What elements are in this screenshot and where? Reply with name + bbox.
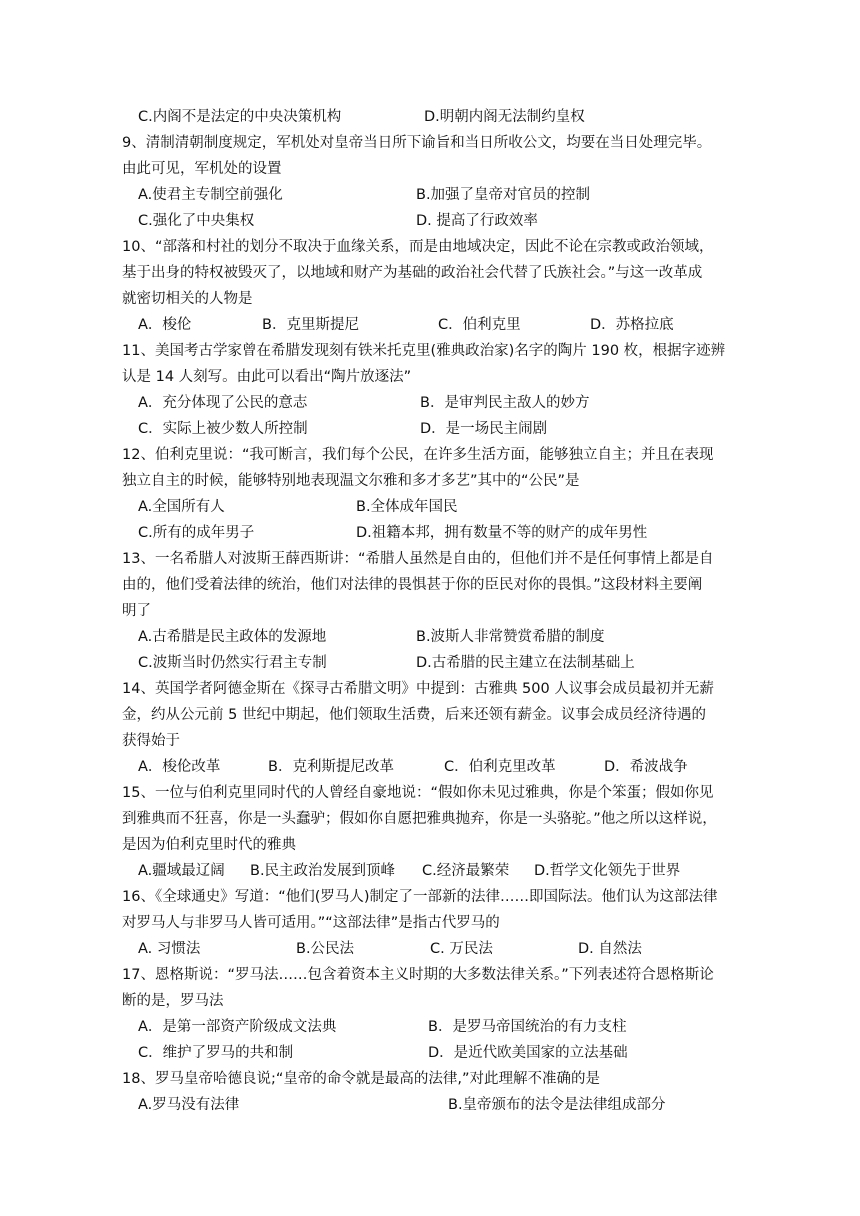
q11-option-a: A．充分体现了公民的意志 — [138, 395, 308, 411]
q17-option-c: C．维护了罗马的共和制 — [138, 1045, 294, 1061]
q16-stem-line1 — [0, 884, 860, 910]
q15-stem-text-3: 是因为伯利克里时代的雅典 — [122, 837, 296, 853]
q9-options-ab — [0, 182, 860, 208]
q14-options — [0, 754, 860, 780]
q9-option-b: B.加强了皇帝对官员的控制 — [416, 187, 591, 203]
q17-stem-text-2: 断的是，罗马法 — [122, 993, 224, 1009]
q18-stem-text-1: 18、罗马皇帝哈德良说;“皇帝的命令就是最高的法律,”对此理解不准确的是 — [122, 1071, 600, 1087]
q10-stem-line1 — [0, 234, 860, 260]
q15-option-c: C.经济最繁荣 — [422, 863, 510, 879]
q14-stem-text-3: 获得始于 — [122, 733, 180, 749]
q13-option-b: B.波斯人非常赞赏希腊的制度 — [416, 629, 605, 645]
q15-stem-text-1: 15、一位与伯利克里同时代的人曾经自豪地说：“假如你未见过雅典，你是个笨蛋；假如你见 — [122, 785, 714, 801]
q11-options-cd — [0, 416, 860, 442]
q8-option-d: D.明朝内阁无法制约皇权 — [424, 109, 585, 125]
q17-stem-line1 — [0, 962, 860, 988]
q17-option-b: B．是罗马帝国统治的有力支柱 — [428, 1019, 627, 1035]
q12-options-ab — [0, 494, 860, 520]
q14-option-a: A．梭伦改革 — [138, 759, 221, 775]
q10-stem-text-1: 10、“部落和村社的划分不取决于血缘关系，而是由地域决定，因此不论在宗教或政治领域， — [122, 239, 714, 255]
q14-stem-line2 — [0, 702, 860, 728]
q9-option-d: D. 提高了行政效率 — [416, 213, 538, 229]
q11-stem-line2 — [0, 364, 860, 390]
q11-option-c: C．实际上被少数人所控制 — [138, 421, 308, 437]
q15-stem-line2 — [0, 806, 860, 832]
q10-stem-line2 — [0, 260, 860, 286]
q13-option-c: C.波斯当时仍然实行君主专制 — [138, 655, 327, 671]
q14-option-b: B．克利斯提尼改革 — [268, 759, 394, 775]
q9-option-c: C.强化了中央集权 — [138, 213, 255, 229]
q14-stem-text-2: 金，约从公元前 5 世纪中期起，他们领取生活费，后来还领有薪金。议事会成员经济待遇的 — [122, 707, 706, 723]
q15-stem-line1 — [0, 780, 860, 806]
q9-options-cd — [0, 208, 860, 234]
q17-options-cd — [0, 1040, 860, 1066]
q12-option-a: A.全国所有人 — [138, 499, 225, 515]
q17-option-a: A．是第一部资产阶级成文法典 — [138, 1019, 337, 1035]
q12-option-c: C.所有的成年男子 — [138, 525, 255, 541]
q13-option-a: A.古希腊是民主政体的发源地 — [138, 629, 327, 645]
q11-option-d: D．是一场民主闹剧 — [420, 421, 548, 437]
q15-option-a: A.疆域最辽阔 — [138, 863, 225, 879]
q11-stem-line1 — [0, 338, 860, 364]
q10-option-d: D．苏格拉底 — [590, 317, 674, 333]
q13-stem-line1 — [0, 546, 860, 572]
q18-stem-line1 — [0, 1066, 860, 1092]
q17-options-ab — [0, 1014, 860, 1040]
q16-stem-line2 — [0, 910, 860, 936]
q11-options-ab — [0, 390, 860, 416]
q10-option-a: A．梭伦 — [138, 317, 192, 333]
q13-options-cd — [0, 650, 860, 676]
q14-stem-line3 — [0, 728, 860, 754]
q13-option-d: D.古希腊的民主建立在法制基础上 — [416, 655, 635, 671]
q17-stem-line2 — [0, 988, 860, 1014]
q12-stem-text-2: 独立自主的时候，能够特别地表现温文尔雅和多才多艺”其中的“公民”是 — [122, 473, 580, 489]
q15-stem-line3 — [0, 832, 860, 858]
q10-option-b: B．克里斯提尼 — [262, 317, 359, 333]
q12-stem-line2 — [0, 468, 860, 494]
q18-option-a: A.罗马没有法律 — [138, 1097, 240, 1113]
q11-stem-text-2: 认是 14 人刻写。由此可以看出“陶片放逐法” — [122, 369, 412, 385]
q10-stem-text-2: 基于出身的特权被毁灭了，以地域和财产为基础的政治社会代替了氏族社会。”与这一改革成 — [122, 265, 703, 281]
q18-option-b: B.皇帝颁布的法令是法律组成部分 — [448, 1097, 666, 1113]
q8-option-c: C.内阁不是法定的中央决策机构 — [138, 109, 342, 125]
q12-stem-text-1: 12、伯利克里说：“我可断言，我们每个公民，在许多生活方面，能够独立自主；并且在表现 — [122, 447, 714, 463]
q9-stem-line2 — [0, 156, 860, 182]
q17-option-d: D．是近代欧美国家的立法基础 — [428, 1045, 628, 1061]
q14-option-d: D．希波战争 — [604, 759, 688, 775]
q10-option-c: C．伯利克里 — [438, 317, 521, 333]
q14-stem-text-1: 14、英国学者阿德金斯在《探寻古希腊文明》中提到：古雅典 500 人议事会成员最初并无薪 — [122, 681, 714, 697]
q16-option-d: D. 自然法 — [578, 941, 642, 957]
q12-option-d: D.祖籍本邦，拥有数量不等的财产的成年男性 — [356, 525, 648, 541]
q16-stem-text-2: 对罗马人与非罗马人皆可适用。”“这部法律”是指古代罗马的 — [122, 915, 500, 931]
q11-stem-text-1: 11、美国考古学家曾在希腊发现刻有铁米托克里(雅典政治家)名字的陶片 190 枚，根据字迹辨 — [122, 343, 726, 359]
q17-stem-text-1: 17、恩格斯说：“罗马法……包含着资本主义时期的大多数法律关系。”下列表述符合恩格斯论 — [122, 967, 714, 983]
q18-options-ab — [0, 1092, 860, 1118]
q12-stem-line1 — [0, 442, 860, 468]
q13-options-ab — [0, 624, 860, 650]
q15-options — [0, 858, 860, 884]
q15-stem-text-2: 到雅典而不狂喜，你是一头蠢驴；假如你自愿把雅典抛弃，你是一头骆驼。”他之所以这样说， — [122, 811, 717, 827]
q10-options — [0, 312, 860, 338]
q12-option-b: B.全体成年国民 — [356, 499, 458, 515]
q15-option-b: B.民主政治发展到顶峰 — [250, 863, 396, 879]
q13-stem-text-2: 由的，他们受着法律的统治，他们对法律的畏惧甚于你的臣民对你的畏惧。”这段材料主要阐 — [122, 577, 703, 593]
q11-option-b: B．是审判民主敌人的妙方 — [420, 395, 590, 411]
q13-stem-line2 — [0, 572, 860, 598]
q13-stem-line3 — [0, 598, 860, 624]
q14-option-c: C．伯利克里改革 — [444, 759, 556, 775]
q9-stem-text-2: 由此可见，军机处的设置 — [122, 161, 282, 177]
q12-options-cd — [0, 520, 860, 546]
q16-option-a: A. 习惯法 — [138, 941, 201, 957]
q10-stem-text-3: 就密切相关的人物是 — [122, 291, 253, 307]
q16-options — [0, 936, 860, 962]
q13-stem-text-3: 明了 — [122, 603, 151, 619]
q15-option-d: D.哲学文化领先于世界 — [534, 863, 681, 879]
q8-options-cd — [0, 104, 860, 130]
q16-option-b: B.公民法 — [296, 941, 355, 957]
q16-stem-text-1: 16、《全球通史》写道：“他们(罗马人)制定了一部新的法律……即国际法。他们认为这部法律 — [122, 889, 718, 905]
q13-stem-text-1: 13、一名希腊人对波斯王薛西斯讲：“希腊人虽然是自由的，但他们并不是任何事情上都是自 — [122, 551, 714, 567]
q9-stem-line1 — [0, 130, 860, 156]
q14-stem-line1 — [0, 676, 860, 702]
q9-option-a: A.使君主专制空前强化 — [138, 187, 283, 203]
q9-stem-text-1: 9、清制清朝制度规定，军机处对皇帝当日所下谕旨和当日所收公文，均要在当日处理完毕。 — [122, 135, 712, 151]
q16-option-c: C. 万民法 — [430, 941, 493, 957]
q10-stem-line3 — [0, 286, 860, 312]
